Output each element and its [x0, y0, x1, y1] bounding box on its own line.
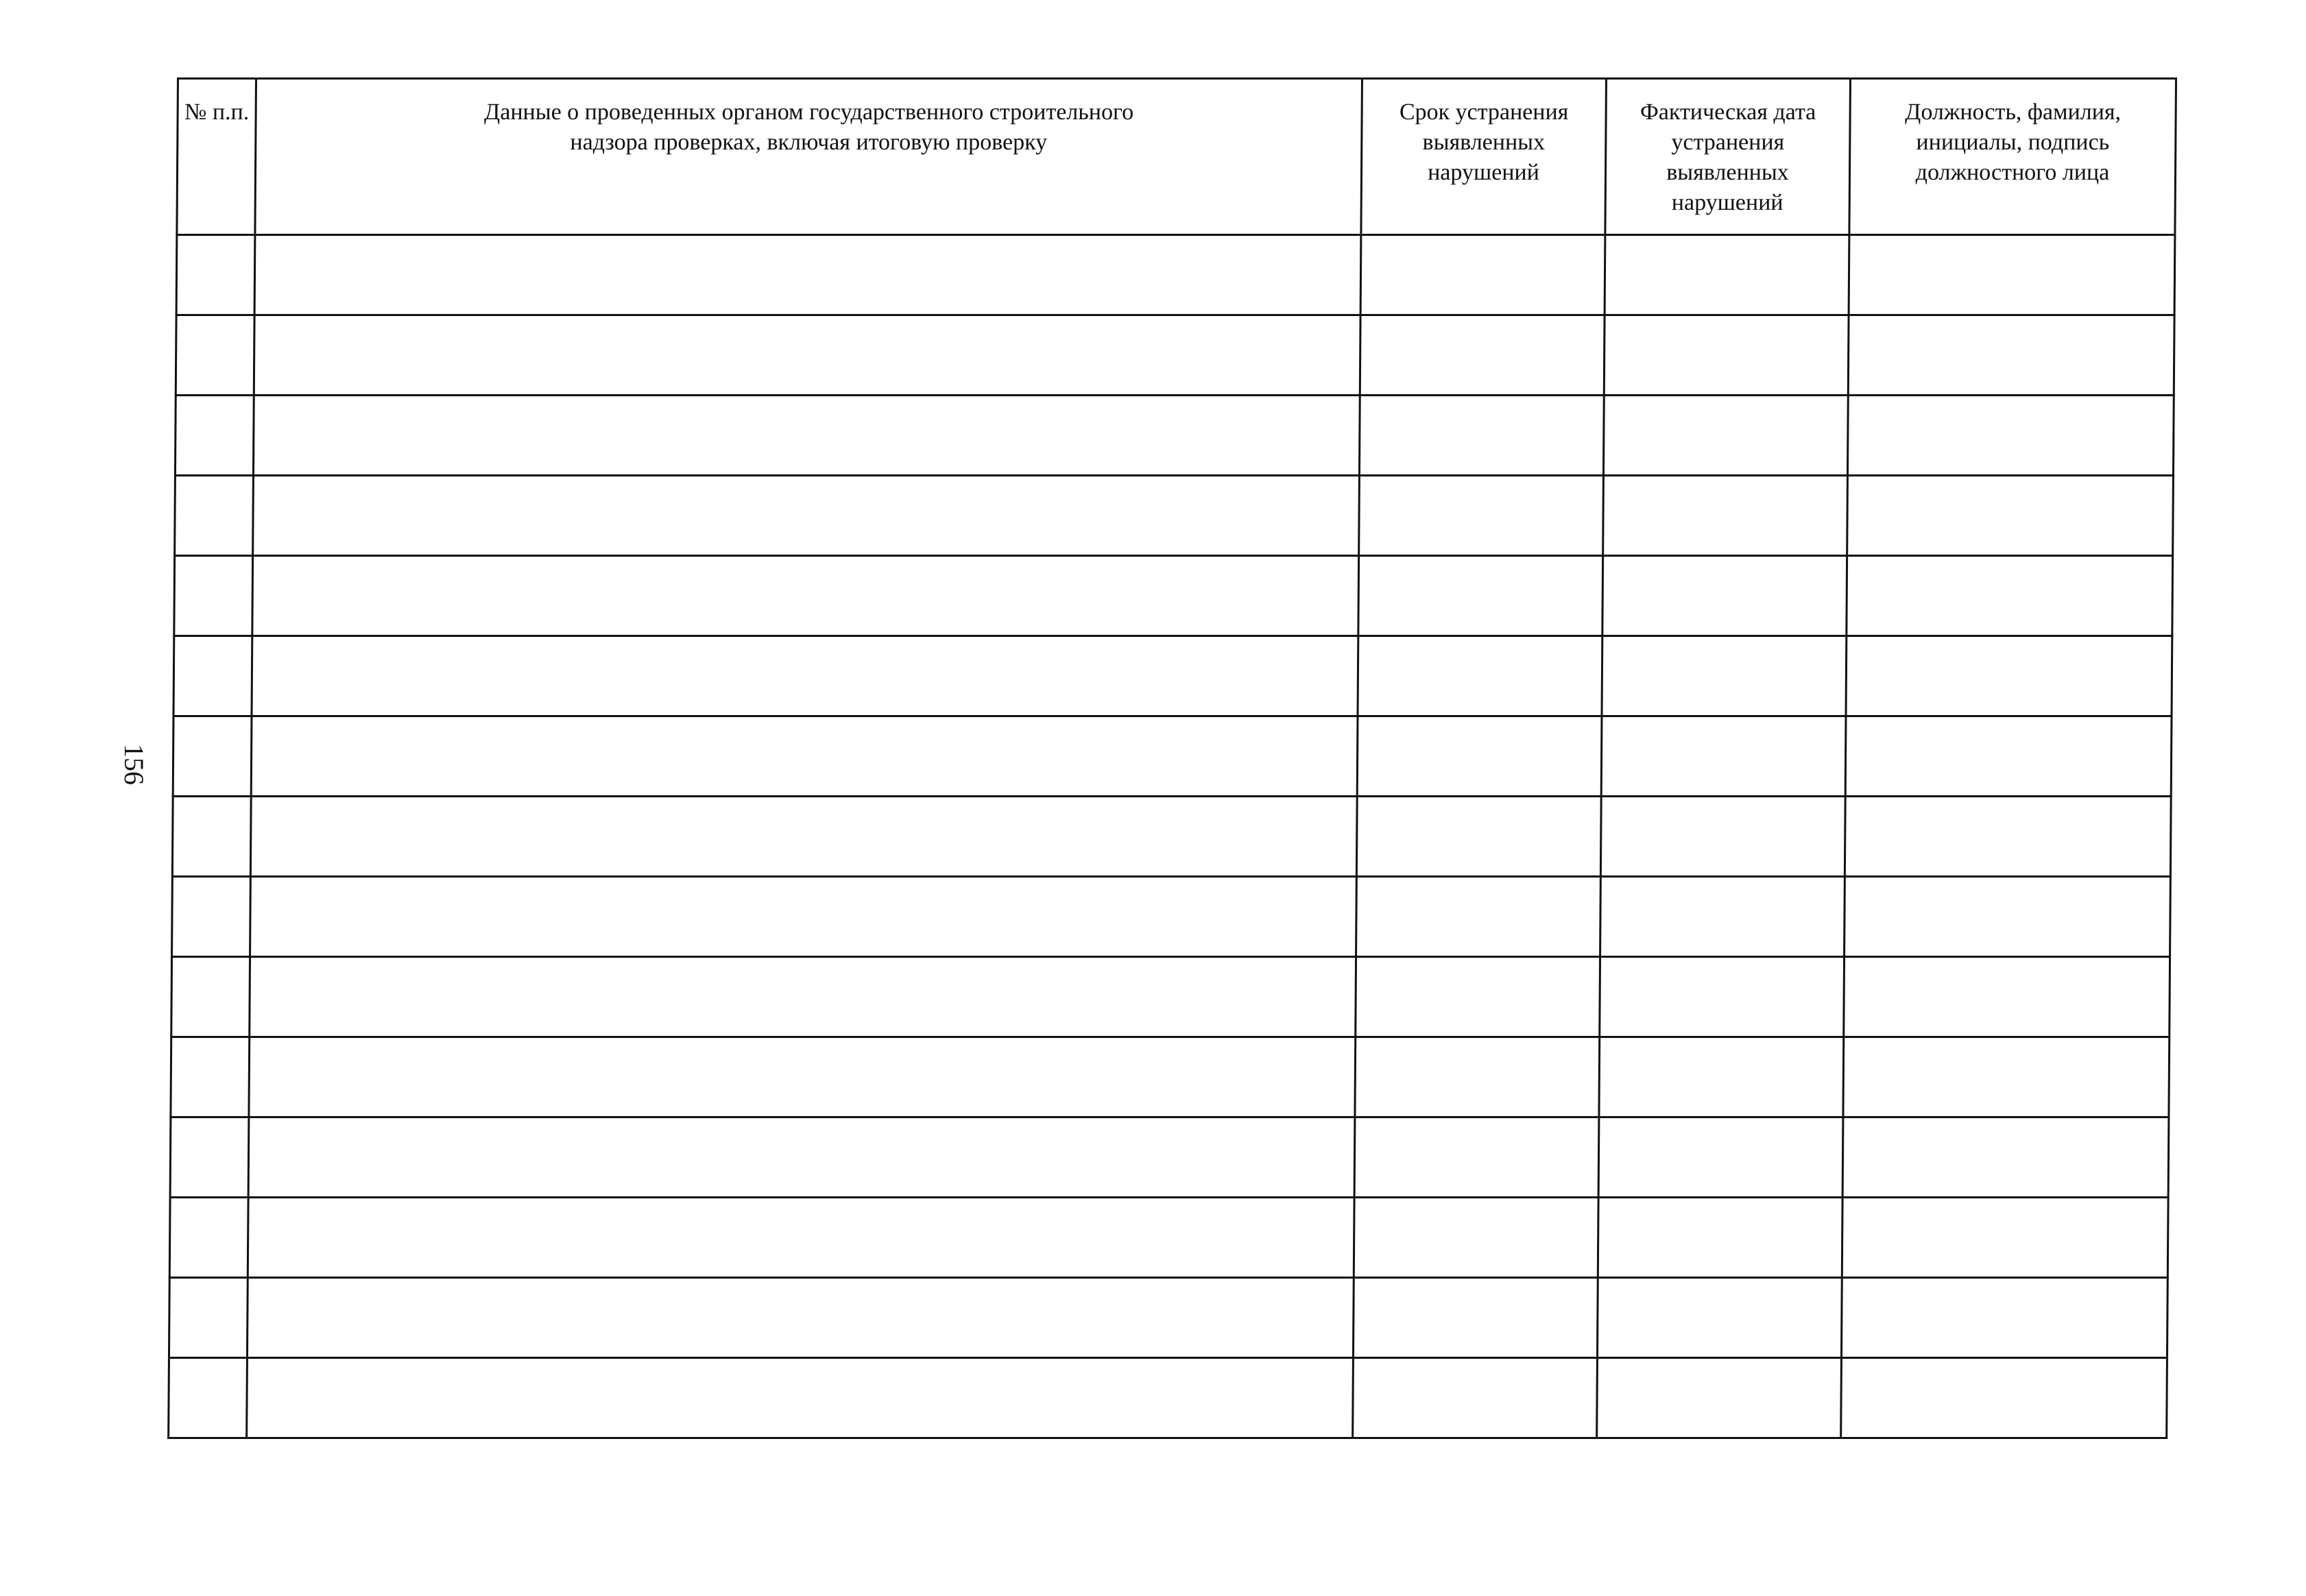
cell-number[interactable]	[171, 957, 250, 1037]
cell-actual-date[interactable]	[1600, 877, 1845, 957]
cell-official[interactable]	[1847, 556, 2173, 636]
header-inspection-data-label: Данные о проведенных органом государственного строительного надзора проверках, включая итоговую проверку	[484, 99, 1134, 155]
table-row	[171, 1037, 2170, 1117]
cell-actual-date[interactable]	[1602, 636, 1847, 716]
cell-official[interactable]	[1845, 716, 2172, 797]
cell-official[interactable]	[1844, 957, 2170, 1037]
cell-number[interactable]	[169, 1198, 248, 1278]
header-cell-inspection-data	[255, 79, 1362, 235]
cell-deadline[interactable]	[1354, 1117, 1599, 1198]
table-row	[175, 476, 2174, 556]
cell-official[interactable]	[1847, 396, 2174, 476]
cell-official[interactable]	[1845, 797, 2171, 877]
cell-official[interactable]	[1842, 1198, 2168, 1278]
header-cell-actual-date	[1605, 79, 1851, 235]
cell-actual-date[interactable]	[1597, 1358, 1842, 1438]
cell-actual-date[interactable]	[1603, 476, 1848, 556]
header-cell-deadline	[1361, 79, 1607, 235]
cell-actual-date[interactable]	[1602, 556, 1847, 636]
cell-inspection-data[interactable]	[254, 235, 1361, 315]
header-cell-official	[1849, 79, 2176, 235]
cell-inspection-data[interactable]	[249, 1037, 1356, 1117]
cell-actual-date[interactable]	[1604, 315, 1849, 396]
cell-deadline[interactable]	[1360, 235, 1605, 315]
table-row	[175, 396, 2174, 476]
cell-actual-date[interactable]	[1598, 1117, 1843, 1198]
cell-actual-date[interactable]	[1600, 957, 1845, 1037]
cell-number[interactable]	[172, 797, 251, 877]
cell-actual-date[interactable]	[1603, 396, 1848, 476]
cell-inspection-data[interactable]	[248, 1117, 1355, 1198]
cell-deadline[interactable]	[1353, 1358, 1598, 1438]
cell-number[interactable]	[174, 556, 253, 636]
inspection-records-table	[167, 77, 2177, 1439]
table-row	[169, 1278, 2167, 1358]
cell-deadline[interactable]	[1356, 877, 1601, 957]
table-row	[176, 315, 2174, 396]
cell-deadline[interactable]	[1358, 556, 1603, 636]
table-header	[177, 79, 2176, 235]
cell-number[interactable]	[173, 636, 252, 716]
cell-number[interactable]	[176, 315, 254, 396]
table-row	[172, 877, 2171, 957]
table-row	[171, 957, 2170, 1037]
cell-deadline[interactable]	[1357, 716, 1602, 797]
cell-official[interactable]	[1849, 235, 2175, 315]
cell-inspection-data[interactable]	[254, 315, 1360, 396]
cell-inspection-data[interactable]	[250, 877, 1357, 957]
cell-number[interactable]	[170, 1117, 249, 1198]
cell-deadline[interactable]	[1358, 636, 1602, 716]
cell-actual-date[interactable]	[1601, 716, 1846, 797]
cell-number[interactable]	[169, 1358, 248, 1438]
cell-official[interactable]	[1845, 877, 2171, 957]
table-row	[176, 235, 2175, 315]
cell-number[interactable]	[171, 1037, 250, 1117]
cell-number[interactable]	[176, 235, 255, 315]
header-number-label: № п.п.	[184, 99, 250, 125]
cell-deadline[interactable]	[1354, 1198, 1598, 1278]
table-row	[174, 556, 2173, 636]
cell-number[interactable]	[169, 1278, 248, 1358]
cell-inspection-data[interactable]	[253, 396, 1360, 476]
cell-deadline[interactable]	[1356, 957, 1600, 1037]
cell-official[interactable]	[1842, 1117, 2169, 1198]
cell-inspection-data[interactable]	[250, 957, 1356, 1037]
cell-actual-date[interactable]	[1600, 797, 1845, 877]
cell-official[interactable]	[1846, 636, 2172, 716]
cell-inspection-data[interactable]	[247, 1278, 1354, 1358]
cell-deadline[interactable]	[1356, 797, 1601, 877]
cell-actual-date[interactable]	[1605, 235, 1849, 315]
cell-official[interactable]	[1841, 1278, 2167, 1358]
page-number: 156	[119, 744, 149, 785]
cell-inspection-data[interactable]	[251, 716, 1358, 797]
cell-deadline[interactable]	[1355, 1037, 1600, 1117]
header-row	[177, 79, 2176, 235]
header-official-label: Должность, фамилия, инициалы, подпись должностного лица	[1905, 99, 2122, 185]
table-row	[173, 716, 2172, 797]
cell-actual-date[interactable]	[1598, 1198, 1842, 1278]
cell-inspection-data[interactable]	[252, 556, 1359, 636]
cell-inspection-data[interactable]	[248, 1198, 1354, 1278]
cell-deadline[interactable]	[1360, 315, 1605, 396]
cell-official[interactable]	[1847, 476, 2174, 556]
cell-inspection-data[interactable]	[252, 636, 1358, 716]
cell-number[interactable]	[175, 396, 254, 476]
cell-official[interactable]	[1848, 315, 2174, 396]
cell-deadline[interactable]	[1353, 1278, 1598, 1358]
cell-deadline[interactable]	[1359, 476, 1604, 556]
header-cell-number	[177, 79, 256, 235]
cell-inspection-data[interactable]	[253, 476, 1360, 556]
cell-inspection-data[interactable]	[250, 797, 1357, 877]
table-row	[170, 1117, 2169, 1198]
table-row	[169, 1358, 2167, 1438]
cell-official[interactable]	[1841, 1358, 2167, 1438]
cell-official[interactable]	[1843, 1037, 2170, 1117]
cell-number[interactable]	[173, 716, 252, 797]
table-body	[169, 235, 2175, 1438]
cell-actual-date[interactable]	[1597, 1278, 1842, 1358]
cell-actual-date[interactable]	[1599, 1037, 1844, 1117]
cell-deadline[interactable]	[1359, 396, 1604, 476]
table-row	[173, 636, 2172, 716]
cell-inspection-data[interactable]	[247, 1358, 1354, 1438]
cell-number[interactable]	[175, 476, 254, 556]
cell-number[interactable]	[172, 877, 251, 957]
header-actual-date-label: Фактическая дата устранения выявленных нарушений	[1640, 99, 1816, 215]
table-row	[172, 797, 2171, 877]
table-row	[169, 1198, 2168, 1278]
header-deadline-label: Срок устранения выявленных нарушений	[1399, 99, 1569, 185]
